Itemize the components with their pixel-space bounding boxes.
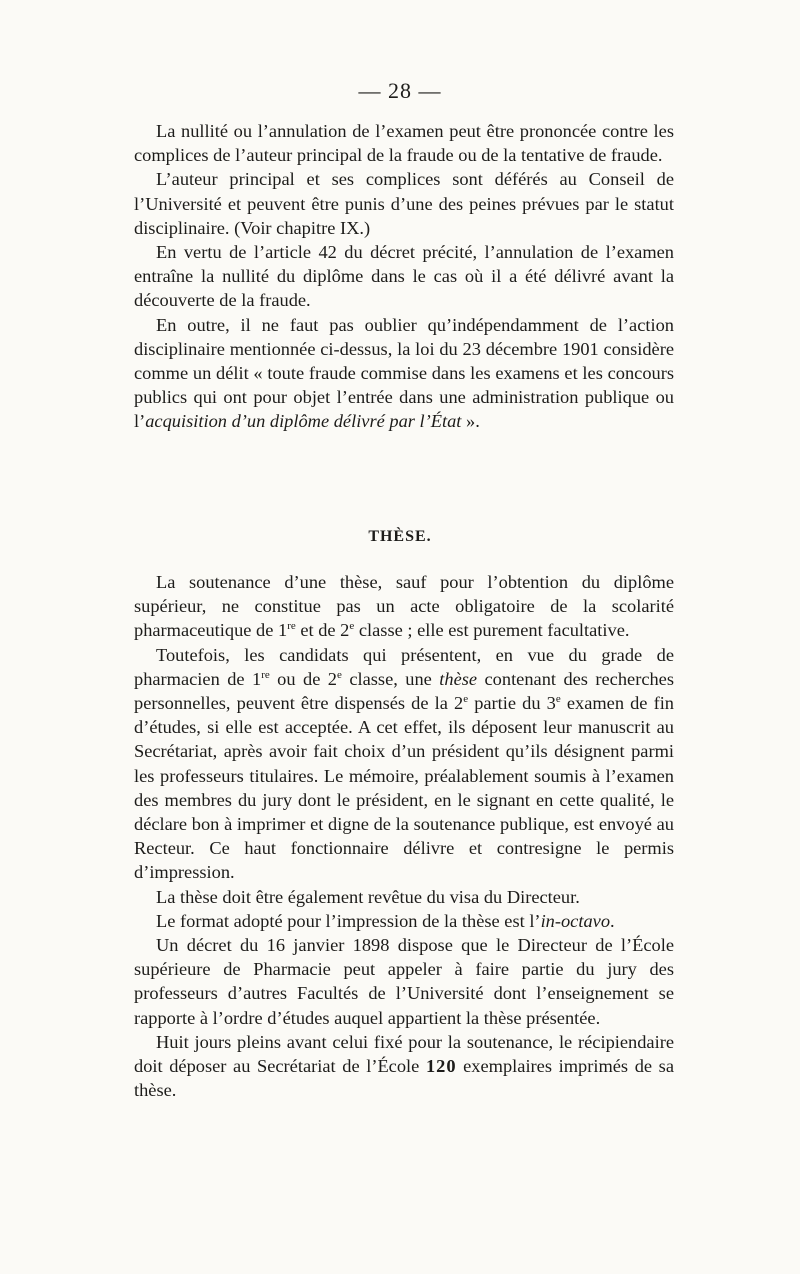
paragraph-text: .: [610, 910, 615, 931]
paragraph-article-42: [134, 240, 674, 313]
paragraph-text: classe, une: [341, 668, 440, 689]
paragraph-decret-1898: [134, 933, 674, 1030]
paragraph-text: Le format adopté pour l’impression de la thèse est l’: [156, 910, 541, 931]
copies-count: 120: [425, 1056, 457, 1077]
italic-text: acquisition d’un diplôme délivré par l’État: [145, 411, 462, 432]
paragraph-text: Un décret du 16 janvier 1898 dispose que le Directeur de l’École supérieure de Pharmacie peut appeler à faire partie du jury des professeurs d’autres Facultés de l’Université dont l’enseignement se rapporte à l’ordre d’études auquel appartient la thèse présentée.: [134, 935, 674, 1028]
paragraph-text: En vertu de l’article 42 du décret précité, l’annulation de l’examen entraîne la nullité du diplôme dans le cas où il a été délivré avant la découverte de la fraude.: [134, 242, 674, 311]
paragraph-text: et de 2: [295, 620, 350, 641]
superscript: e: [463, 692, 469, 705]
paragraph-auteur: [134, 167, 674, 240]
italic-text: in-octavo: [540, 910, 611, 931]
superscript: re: [261, 668, 270, 681]
paragraph-text: exemplaires imprimés de sa thèse.: [134, 1056, 674, 1101]
paragraph-text: Huit jours pleins avant celui fixé pour la soutenance, le récipiendaire doit déposer au Secrétariat de l’École: [134, 1031, 674, 1077]
italic-text: thèse: [439, 668, 478, 689]
paragraph-text: examen de fin d’études, si elle est acceptée. A cet effet, ils déposent leur manuscrit au Secrétariat, après avoir fait choix d’un président qu’ils désignent parmi les professeurs titulaires. Le mémoire, préalablement soumis à l’examen des membres du jury dont le président, en le signant en cette qualité, le déclare bon à imprimer et digne de la soutenance publique, est envoyé au Recteur. Ce haut fonctionnaire délivre et contresigne le permis d’impression.: [134, 693, 674, 883]
superscript: e: [337, 668, 342, 681]
superscript: e: [555, 692, 561, 705]
superscript: e: [349, 620, 355, 633]
paragraph-format: [134, 909, 674, 933]
paragraph-text: L’auteur principal et ses complices sont déférés au Conseil de l’Université et peuvent être punis d’une des peines prévues par le statut disciplinaire. (Voir chapitre IX.): [134, 169, 674, 238]
paragraph-text: classe ; elle est purement facultative.: [354, 620, 630, 641]
paragraph-text: Toutefois, les candidats qui présentent, en vue du grade de pharmacien de 1: [134, 644, 674, 689]
paragraph-exemplaires: [134, 1030, 674, 1103]
page-number: — 28 —: [358, 78, 442, 103]
section-fraud: [134, 119, 674, 434]
paragraph-nullite: [134, 119, 674, 167]
paragraph-toutefois: [134, 643, 674, 885]
paragraph-visa: [134, 885, 674, 909]
paragraph-loi-1901: [134, 313, 674, 434]
paragraph-text: La nullité ou l’annulation de l’examen peut être prononcée contre les complices de l’auteur principal de la fraude ou de la tentative de fraude.: [134, 121, 674, 166]
paragraph-text: contenant des recherches personnelles, peuvent être dispensés de la 2: [134, 668, 674, 714]
paragraph-soutenance: [134, 570, 674, 643]
paragraph-text: partie du 3: [468, 693, 556, 714]
paragraph-text: ».: [461, 411, 480, 432]
superscript: re: [287, 620, 296, 633]
paragraph-text: ou de 2: [269, 668, 338, 689]
paragraph-text: En outre, il ne faut pas oublier qu’indépendamment de l’action disciplinaire mentionnée ci-dessus, la loi du 23 décembre 1901 considère comme un délit « toute fraude commise dans les examens et les concours publics qui ont pour objet l’entrée dans une administration publique ou l’: [134, 314, 674, 432]
paragraph-text: La thèse doit être également revêtue du visa du Directeur.: [156, 886, 580, 907]
section-these: [134, 570, 674, 1102]
section-heading: THÈSE.: [368, 528, 432, 545]
paragraph-text: La soutenance d’une thèse, sauf pour l’obtention du diplôme supérieur, ne constitue pas un acte obligatoire de la scolarité pharmaceutique de 1: [134, 572, 674, 641]
